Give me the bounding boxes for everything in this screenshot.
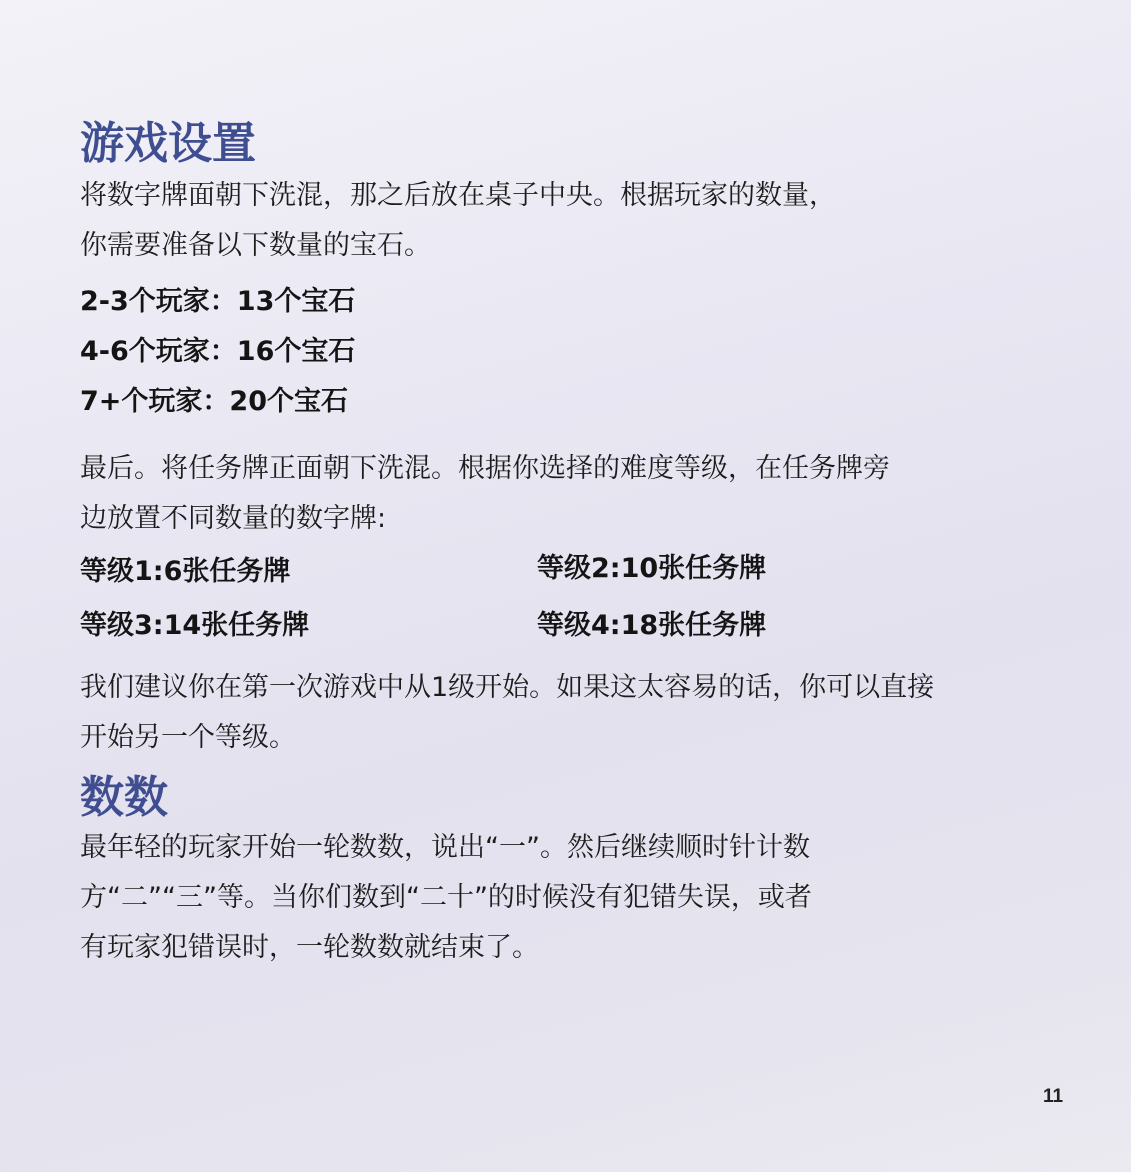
counting-heading: 数数 (80, 772, 168, 823)
setup-final-line-1: 最后。将任务牌正面朝下洗混。根据你选择的难度等级，在任务牌旁 (80, 453, 890, 484)
gem-count-4-6-players: 4-6个玩家：16个宝石 (80, 336, 356, 367)
recommend-line-1: 我们建议你在第一次游戏中从1级开始。如果这太容易的话，你可以直接 (80, 672, 935, 703)
level-3-cards: 等级3:14张任务牌 (80, 610, 310, 641)
gem-count-2-3-players: 2-3个玩家：13个宝石 (80, 286, 356, 317)
gem-count-7-plus-players: 7+个玩家：20个宝石 (80, 386, 348, 417)
level-2-cards: 等级2:10张任务牌 (537, 553, 767, 584)
counting-line-1: 最年轻的玩家开始一轮数数，说出“一”。然后继续顺时针计数 (80, 832, 810, 863)
counting-line-3: 有玩家犯错误时，一轮数数就结束了。 (80, 932, 539, 963)
recommend-line-2: 开始另一个等级。 (80, 722, 296, 753)
setup-final-line-2: 边放置不同数量的数字牌: (80, 503, 387, 534)
counting-line-2: 方“二”“三”等。当你们数到“二十”的时候没有犯错失误，或者 (80, 882, 812, 913)
page-number: 11 (1043, 1086, 1064, 1107)
setup-intro-line-1: 将数字牌面朝下洗混，那之后放在桌子中央。根据玩家的数量， (80, 180, 836, 211)
setup-heading: 游戏设置 (80, 118, 256, 169)
level-4-cards: 等级4:18张任务牌 (537, 610, 767, 641)
level-1-cards: 等级1:6张任务牌 (80, 556, 291, 587)
setup-intro-line-2: 你需要准备以下数量的宝石。 (80, 230, 431, 261)
